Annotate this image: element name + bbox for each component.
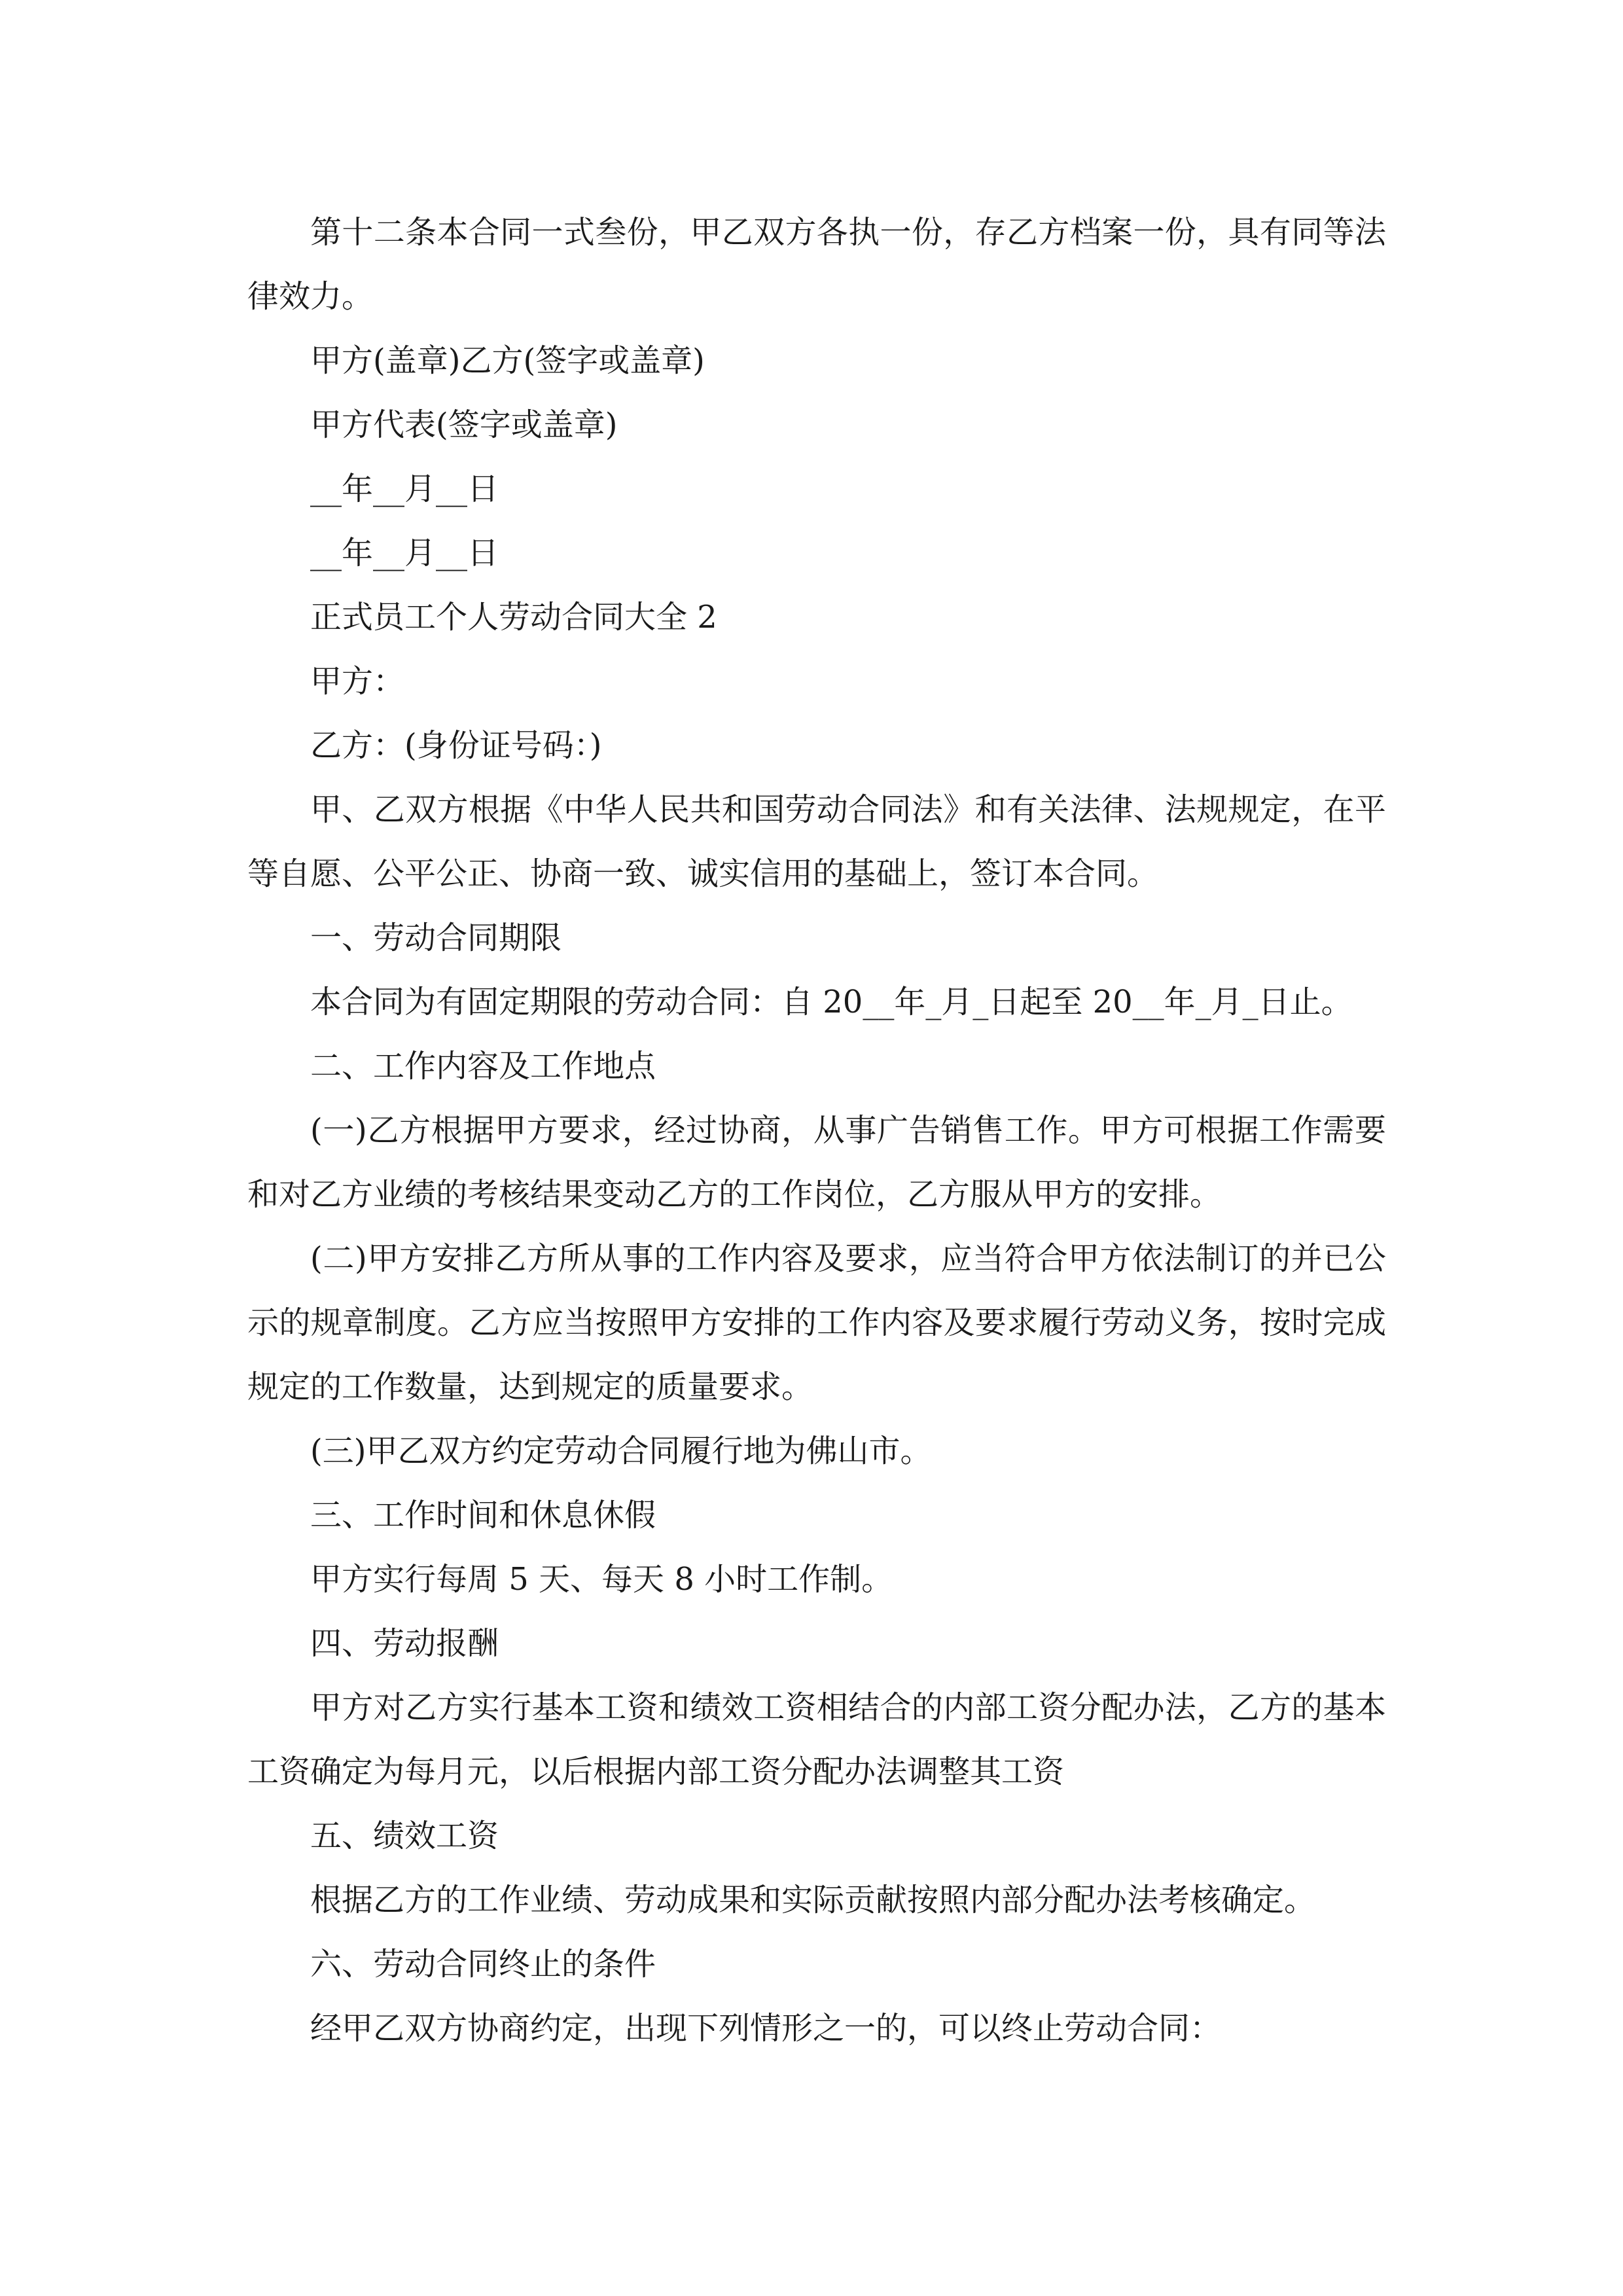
paragraph-contract-term: 本合同为有固定期限的劳动合同：自 20__年_月_日起至 20__年_月_日止。 [310, 984, 1353, 1020]
heading-work-content: 二、工作内容及工作地点 [310, 1048, 656, 1085]
heading-contract-term: 一、劳动合同期限 [310, 920, 562, 956]
paragraph-work-content-3: (三)甲乙双方约定劳动合同履行地为佛山市。 [310, 1433, 932, 1469]
paragraph-work-hours: 甲方实行每周 5 天、每天 8 小时工作制。 [310, 1561, 893, 1598]
heading-work-hours: 三、工作时间和休息休假 [310, 1497, 656, 1534]
heading-performance-pay: 五、绩效工资 [310, 1818, 499, 1854]
paragraph-work-content-1: (一)乙方根据甲方要求，经过协商，从事广告销售工作。甲方可根据工作需要和对乙方业绩的考核结果变动乙方的工作岗位，乙方服从甲方的安排。 [247, 1112, 1386, 1213]
paragraph-party-b: 乙方：(身份证号码：) [310, 727, 602, 764]
paragraph-party-a: 甲方： [310, 663, 405, 700]
paragraph-date-line: __年__月__日 [310, 535, 499, 571]
heading-termination: 六、劳动合同终止的条件 [310, 1946, 656, 1982]
paragraph-date-line: __年__月__日 [310, 471, 499, 507]
paragraph-termination: 经甲乙双方协商约定，出现下列情形之一的，可以终止劳动合同： [310, 2010, 1222, 2047]
document-body [247, 200, 1386, 2060]
paragraph-performance-pay: 根据乙方的工作业绩、劳动成果和实际贡献按照内部分配办法考核确定。 [310, 1882, 1316, 1918]
paragraph-party-a-representative: 甲方代表(签字或盖章) [310, 406, 618, 443]
paragraph-party-seals: 甲方(盖章)乙方(签字或盖章) [310, 342, 705, 379]
paragraph-remuneration: 甲方对乙方实行基本工资和绩效工资相结合的内部工资分配办法，乙方的基本工资确定为每月元，以后根据内部工资分配办法调整其工资 [247, 1689, 1386, 1790]
section-title: 正式员工个人劳动合同大全 2 [310, 599, 717, 636]
paragraph-work-content-2: (二)甲方安排乙方所从事的工作内容及要求，应当符合甲方依法制订的并已公示的规章制度。乙方应当按照甲方安排的工作内容及要求履行劳动义务，按时完成规定的工作数量，达到规定的质量要求。 [247, 1240, 1386, 1405]
paragraph-article-12: 第十二条本合同一式叁份，甲乙双方各执一份，存乙方档案一份，具有同等法律效力。 [247, 214, 1386, 315]
paragraph-preamble: 甲、乙双方根据《中华人民共和国劳动合同法》和有关法律、法规规定，在平等自愿、公平公正、协商一致、诚实信用的基础上，签订本合同。 [247, 791, 1386, 892]
heading-remuneration: 四、劳动报酬 [310, 1625, 499, 1662]
